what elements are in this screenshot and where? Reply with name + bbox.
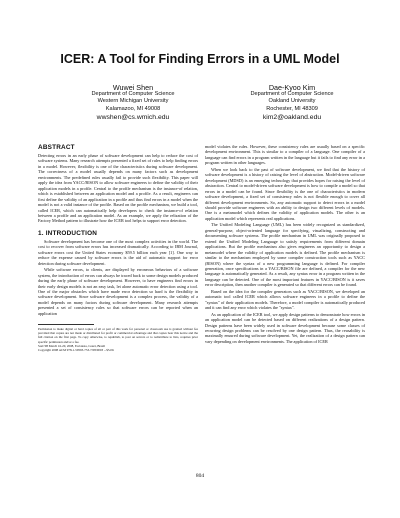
author-dept: Department of Computer Science	[91, 91, 175, 98]
author-city: Kalamazoo, MI 49008	[105, 105, 161, 112]
introduction-heading: 1. INTRODUCTION	[38, 229, 98, 237]
body-paragraph: Based on the idea for the compiler generators such as YACC/BISON, we developed an automatic tool called ICER which allows software engineers in a profile to define the "syntax" of their application models. Therefore, a model compiler is automatically produced and it can find any error which violates the "syntax".	[205, 288, 365, 311]
abstract-heading: ABSTRACT	[38, 144, 75, 151]
footnote-rule	[38, 324, 94, 325]
left-column	[38, 144, 198, 352]
author-name: Dae-Kyoo Kim	[268, 83, 316, 92]
permission-notice: Permission to make digital or hard copies of all or part of this work for personal or classroom use is granted without fee provided that copies are not made or distributed for profit or commercial advantage and that copies bear this notice and the full citation on the first page. To copy otherwise, to republish, to post on servers or to redistribute to lists, requires prior specific permission and/or a fee.	[38, 327, 198, 344]
body-paragraph: The Unified Modeling Language (UML) has been widely recognized as standardized, general-purpose, object-oriented language for specifying, visualizing, constructing and documenting software systems. The profile mechanism in UML was originally proposed to extend the Unified Modeling Language to satisfy requirements from different domain applications. But the profile mechanism also gives engineers an opportunity to design a metamodel where the validity of application models is defined. The profile mechanism is similar to the mechanism employed by some compiler construction tools such as YACC (BISON) where the syntax of a new programming language is defined. For compiler generation, once specifications in a YACC/BISON file are defined, a compiler for the new language is automatically generated. As a result, any syntax error in a program written in the language can be detected. One of the most important features in YACC/BISON is it saves error description, then another compiler is generated so that different errors can be found.	[205, 222, 365, 288]
copyright-line: Copyright 2008 ACM 978-1-59593-753-7/08/0003 ...$5.00.	[38, 347, 115, 352]
author-name: Wuwei Shen	[112, 83, 154, 92]
author-email: kim2@oakland.edu	[262, 113, 322, 121]
author-dept: Department of Computer Science	[250, 91, 334, 98]
body-paragraph: As an application of the ICER tool, we apply design patterns to demonstrate how errors in an application model can be detected based on different realizations of a design pattern. Design patterns have been widely used in software development because some classes of recurring design problems can be resolved by one design pattern. Thus, the reusability is maximally ensured during software development. Yet, the realization of a design pattern can vary depending on development environments. The application of ICER	[205, 311, 365, 344]
venue-line: SAC'08 March 16-20, 2008, Fortaleza, Ceará, Brazil	[38, 343, 106, 348]
author-block-2	[207, 84, 377, 121]
paper-title: ICER: A Tool for Finding Errors in a UML Model	[60, 52, 340, 66]
abstract-text: Detecting errors in an early phase of software development can help to reduce the cost of software systems. Many research attempts presented a fixed set of rules to help finding errors in a model. However, flexibility is one of the characteristics during software development. The correctness of a model usually depends on many factors such as development environments. The predefined rules usually fail to provide such flexibility. This paper will apply the idea from YACC/BISON to allow software engineers to define the validity of their application models in a profile. Central to the profile mechanism is the instance-of relation, which is established between an application model and a profile. As a result, engineers can first define the validity of an application in a profile and thus find errors in a model when the model is not a valid instance of the profile. Based on the profile mechanism, we build a tool, called ICER, which can automatically help developers to check the instance-of relation between a profile and an application model. As an example, we apply the relization of the Factory Method pattern to illustrate how the ICER tool helps to support error detection.	[38, 153, 198, 224]
author-org: Oakland University	[268, 98, 316, 105]
body-paragraph: model violates the rules. However, these consistency rules are usually based on a specific development environment. This is similar to a compiler of a language. One compiler of a language can find errors in a program written in the language but it fails to find any error in a program written in other languages.	[205, 144, 365, 166]
author-block-1	[48, 84, 218, 121]
page-number: 804	[195, 473, 205, 479]
intro-paragraph: While software errors, to clients, are displayed by erroneous behaviors of a software system, the introduction of errors can always be traced back to some design models produced during the early phase of software development. However, to have engineers find errors in their early design models is not an easy task, let alone automatic error detection using a tool. One of the major obstacles which have made error detection so hard is the flexibility in software development. Since software development is a complex process, the validity of a model depends on many factors during software development. Many research attempts presented a set of consistency rules so that software errors can be reported when an application	[38, 267, 198, 316]
author-email: wwshen@cs.wmich.edu	[96, 113, 170, 121]
author-org: Western Michigan University	[97, 98, 169, 105]
intro-paragraph: Software development has become one of the most complex activities in the world. The cost to recover from software errors has increased dramatically. According to IBM Journal, software errors cost the United States economy $59.5 billion each year [1]. One way to reduce the expense caused by software errors is the aid of automatic support for error detection during software development.	[38, 238, 198, 266]
body-paragraph: When we look back to the past of software development, we find that the history of software development is a history of raising the level of abstraction. Model-driven software development (MDSD) is an emerging technology that provides hopes for raising the level of abstraction. Central to model-driven software development is how to compile a model so that errors in a model can be found. Since flexibility is the one of characteristics in modern software development, a fixed set of consistency rules is not flexible enough to cover all different development environments. So, any automatic support to detect errors in a model should provide software engineers with an ability to design two different levels of models. One is a metamodel which defines the validity of application models. The other is an application model which represents real applications.	[205, 166, 365, 221]
author-city: Rochester, MI 48309	[266, 105, 318, 112]
right-column	[205, 144, 365, 345]
